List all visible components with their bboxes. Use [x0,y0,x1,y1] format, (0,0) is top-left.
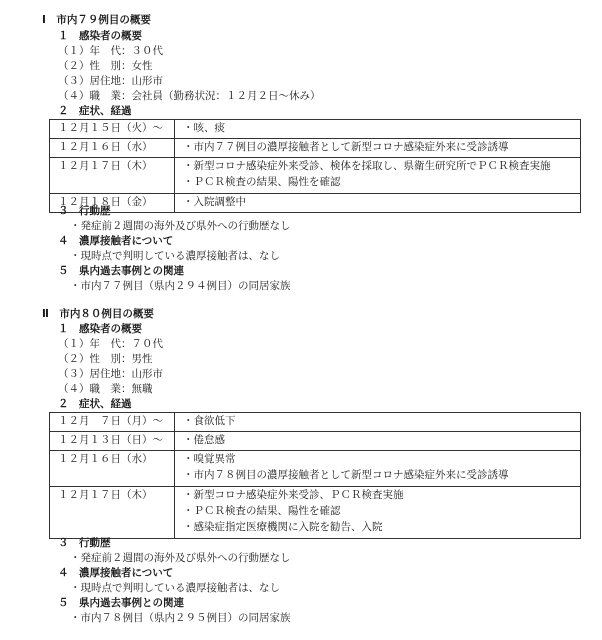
timeline-event: ・ＰＣＲ検査の結果、陽性を確認 [183,505,341,517]
section-2-timeline-table [49,412,581,539]
section-1-history: ・発症前２週間の海外及び県外への行動歴なし [70,220,291,232]
table-row [50,413,581,432]
section-1-subheading-1: １ 感染者の概要 [58,30,142,42]
section-2-profile-age: （１）年 代：７０代 [58,338,163,350]
section-1-subheading-4: ４ 濃厚接触者について [58,235,174,247]
timeline-event: ・市内７７例目の濃厚接触者として新型コロナ感染症外来に受診誘導 [175,139,581,158]
timeline-date: １２月１８日（金） [50,194,175,213]
section-2-subheading-2: ２ 症状、経過 [58,398,132,410]
table-row [50,139,581,158]
section-1-subheading-3: ３ 行動歴 [58,205,111,217]
timeline-events [175,487,581,539]
table-row [50,194,581,213]
section-1-heading: Ⅰ 市内７９例目の概要 [42,14,151,26]
section-1-profile-age: （１）年 代：３０代 [58,45,163,57]
timeline-date: １２月１３日（日）～ [50,432,175,451]
section-1-relation: ・市内７７例目（県内２９４例目）の同居家族 [70,280,291,292]
timeline-event: ・食欲低下 [175,413,581,432]
section-2-subheading-5: ５ 県内過去事例との関連 [58,597,184,609]
section-2-subheading-1: １ 感染者の概要 [58,323,142,335]
timeline-event: ・新型コロナ感染症外来受診、検体を採取し、県衛生研究所でＰＣＲ検査実施 [183,160,551,172]
timeline-event: ・感染症指定医療機関に入院を勧告、入院 [183,521,383,533]
section-1-contacts: ・現時点で判明している濃厚接触者は、なし [70,250,280,262]
section-1-profile-job: （４）職 業：会社員（勤務状況：１２月２日～休み） [58,90,321,102]
section-2-heading: Ⅱ 市内８０例目の概要 [42,308,154,320]
section-2-profile-sex: （２）性 別：男性 [58,353,153,365]
section-2-history: ・発症前２週間の海外及び県外への行動歴なし [70,552,291,564]
timeline-date: １２月１６日（水） [50,451,175,487]
section-1-profile-residence: （３）居住地：山形市 [58,75,163,87]
timeline-event: ・咳、痰 [175,120,581,139]
section-1-subheading-2: ２ 症状、経過 [58,105,132,117]
table-row [50,451,581,487]
timeline-date: １２月１６日（水） [50,139,175,158]
section-1-timeline-table [49,119,581,213]
timeline-event: ・市内７８例目の濃厚接触者として新型コロナ感染症外来に受診誘導 [183,469,509,481]
section-2-relation: ・市内７８例目（県内２９５例目）の同居家族 [70,612,291,624]
timeline-date: １２月１５日（火）～ [50,120,175,139]
section-1-subheading-5: ５ 県内過去事例との関連 [58,265,184,277]
section-2-profile-residence: （３）居住地：山形市 [58,368,163,380]
timeline-date: １２月１７日（木） [50,487,175,539]
timeline-event: ・倦怠感 [175,432,581,451]
timeline-event: ・嗅覚異常 [183,453,236,465]
table-row [50,487,581,539]
section-2-contacts: ・現時点で判明している濃厚接触者は、なし [70,582,280,594]
section-1-profile-sex: （２）性 別：女性 [58,60,153,72]
timeline-event: ・新型コロナ感染症外来受診、ＰＣＲ検査実施 [183,489,404,501]
section-2-subheading-3: ３ 行動歴 [58,537,111,549]
timeline-event: ・ＰＣＲ検査の結果、陽性を確認 [183,176,341,188]
table-row [50,158,581,194]
timeline-events [175,451,581,487]
timeline-date: １２月 ７日（月）～ [50,413,175,432]
timeline-event: ・入院調整中 [175,194,581,213]
timeline-events [175,158,581,194]
table-row [50,120,581,139]
section-2-profile-job: （４）職 業：無職 [58,383,153,395]
section-2-subheading-4: ４ 濃厚接触者について [58,567,174,579]
timeline-date: １２月１７日（木） [50,158,175,194]
table-row [50,432,581,451]
